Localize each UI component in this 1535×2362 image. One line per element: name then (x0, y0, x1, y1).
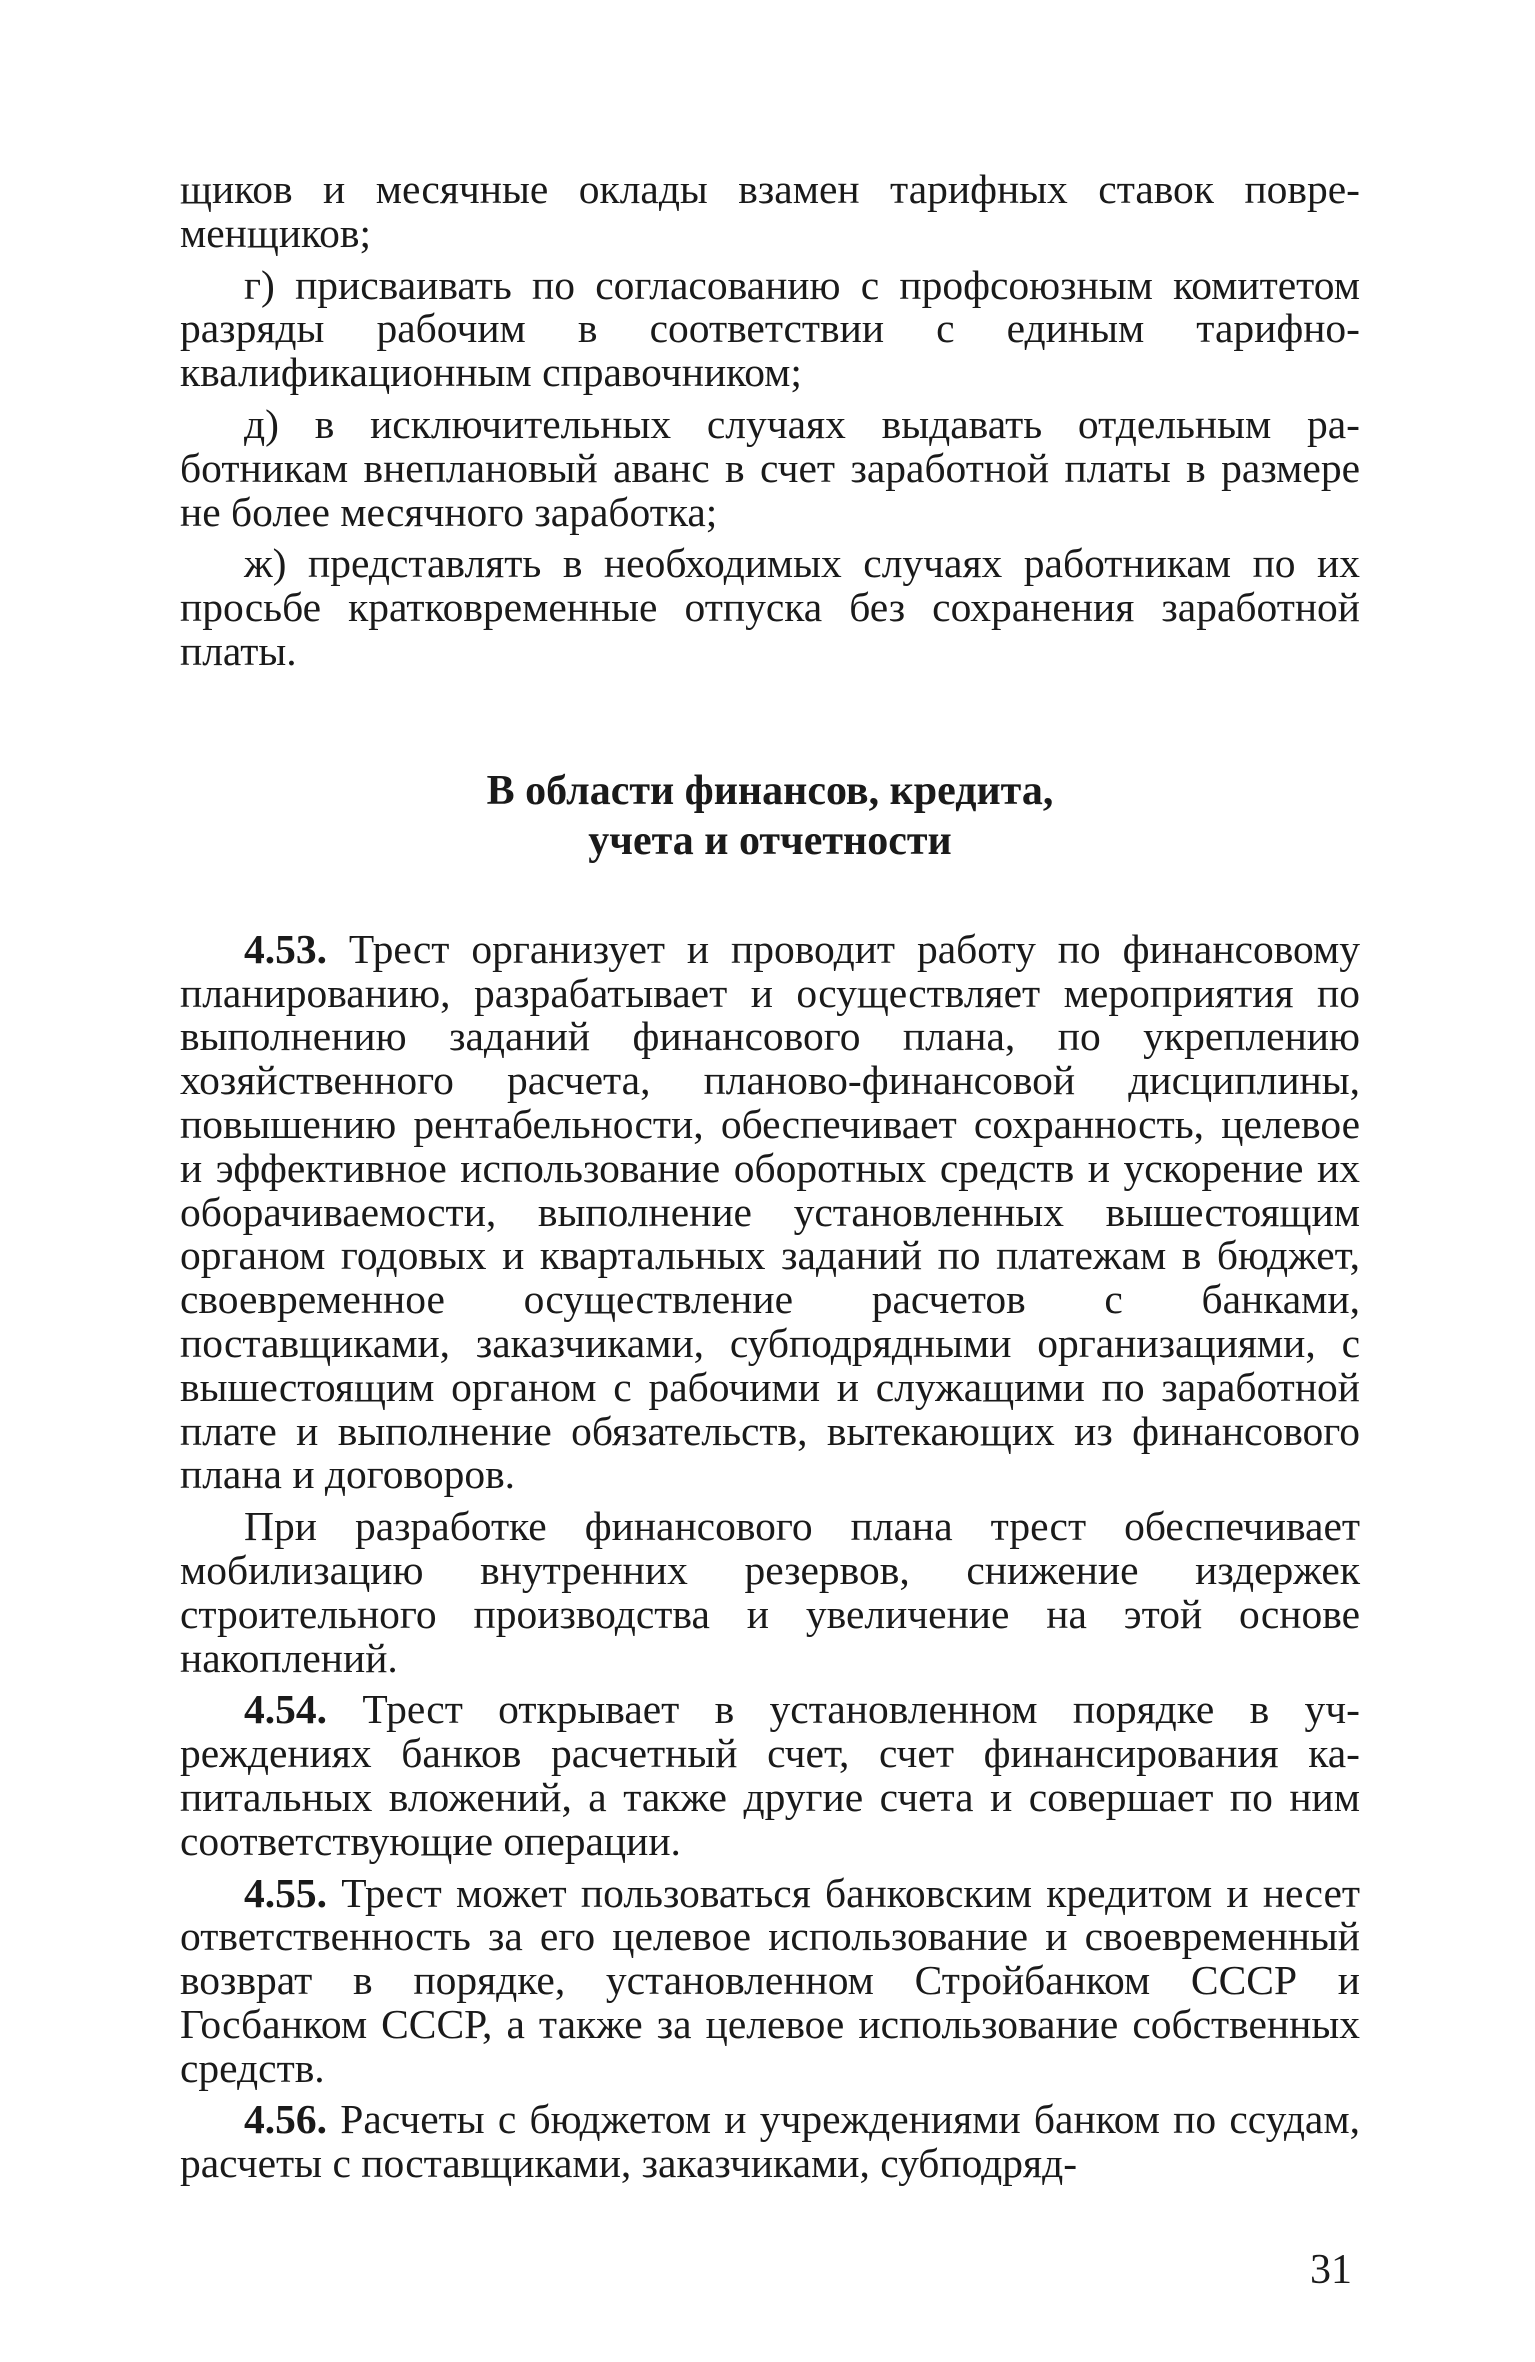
clause-text: Трест открывает в установленном порядке в учреждениях банков расчетный счет, счет финансирования капитальных вложений, а также другие счета и совершает по ним соответствующие операции. (180, 1686, 1360, 1864)
paragraph-item-g: г) присваивать по согласованию с профсоюзным комитетом разряды рабочим в соответствии с единым тарифно-квалификационным справочником; (180, 261, 1360, 396)
page-number: 31 (1310, 2247, 1352, 2293)
clause-number: 4.56. (244, 2096, 327, 2143)
clause-4-56 (180, 2098, 1360, 2186)
clause-4-53-continued (180, 1505, 1360, 1680)
clause-text: При разработке финансового плана трест обеспечивает мобилизацию внутренних резервов, снижение издержек строительного производства и увеличение на этой основе накоплений. (180, 1503, 1360, 1681)
clause-text: Расчеты с бюджетом и учреждениями банком по ссудам, расчеты с поставщиками, заказчиками, субподряд- (180, 2096, 1360, 2187)
document-page (180, 168, 1360, 2186)
clause-number: 4.53. (244, 925, 327, 972)
clause-4-53 (180, 925, 1360, 1498)
paragraph-item-zh: ж) представлять в необходимых случаях работникам по их просьбе кратковременные отпуска без сохранения заработной платы. (180, 540, 1360, 674)
section-heading-line-2: учета и отчетности (588, 817, 952, 864)
clause-text: Трест организует и проводит работу по финансовому планированию, разрабатывает и осуществляет мероприятия по выполнению заданий финансового плана, по укреплению хозяйственного расчета, планово-финансовой дисциплины, повышению рентабельности, обеспечивает сохранность, целевое и эффективное использование оборотных средств и ускорение их оборачиваемости, выполнение установленных вышестоящим органом годовых и квартальных заданий по платежам в бюджет, своевременное осуществление расчетов с банками, поставщиками, заказчиками, субподрядными организациями, с вышестоящим органом с рабочими и служащими по заработной плате и выполнение обязательств, вытекающих из финансового плана и договоров. (180, 925, 1360, 1498)
clause-4-55 (180, 1869, 1360, 2091)
section-heading-line-1: В области финансов, кредита, (486, 767, 1054, 814)
paragraph-item-d: д) в исключительных случаях выдавать отдельным работникам внеплановый аванс в счет заработной платы в размере не более месячного заработка; (180, 400, 1360, 535)
paragraph-continuation: щиков и месячные оклады взамен тарифных ставок повременщиков; (180, 166, 1360, 256)
clause-text: Трест может пользоваться банковским кредитом и несет ответственность за его целевое использование и своевременный возврат в порядке, установленном Стройбанком СССР и Госбанком СССР, а также за целевое использование собственных средств. (180, 1869, 1360, 2091)
clause-4-54 (180, 1688, 1360, 1863)
clause-number: 4.54. (244, 1686, 327, 1733)
clause-number: 4.55. (244, 1869, 327, 1916)
section-heading (180, 766, 1360, 866)
